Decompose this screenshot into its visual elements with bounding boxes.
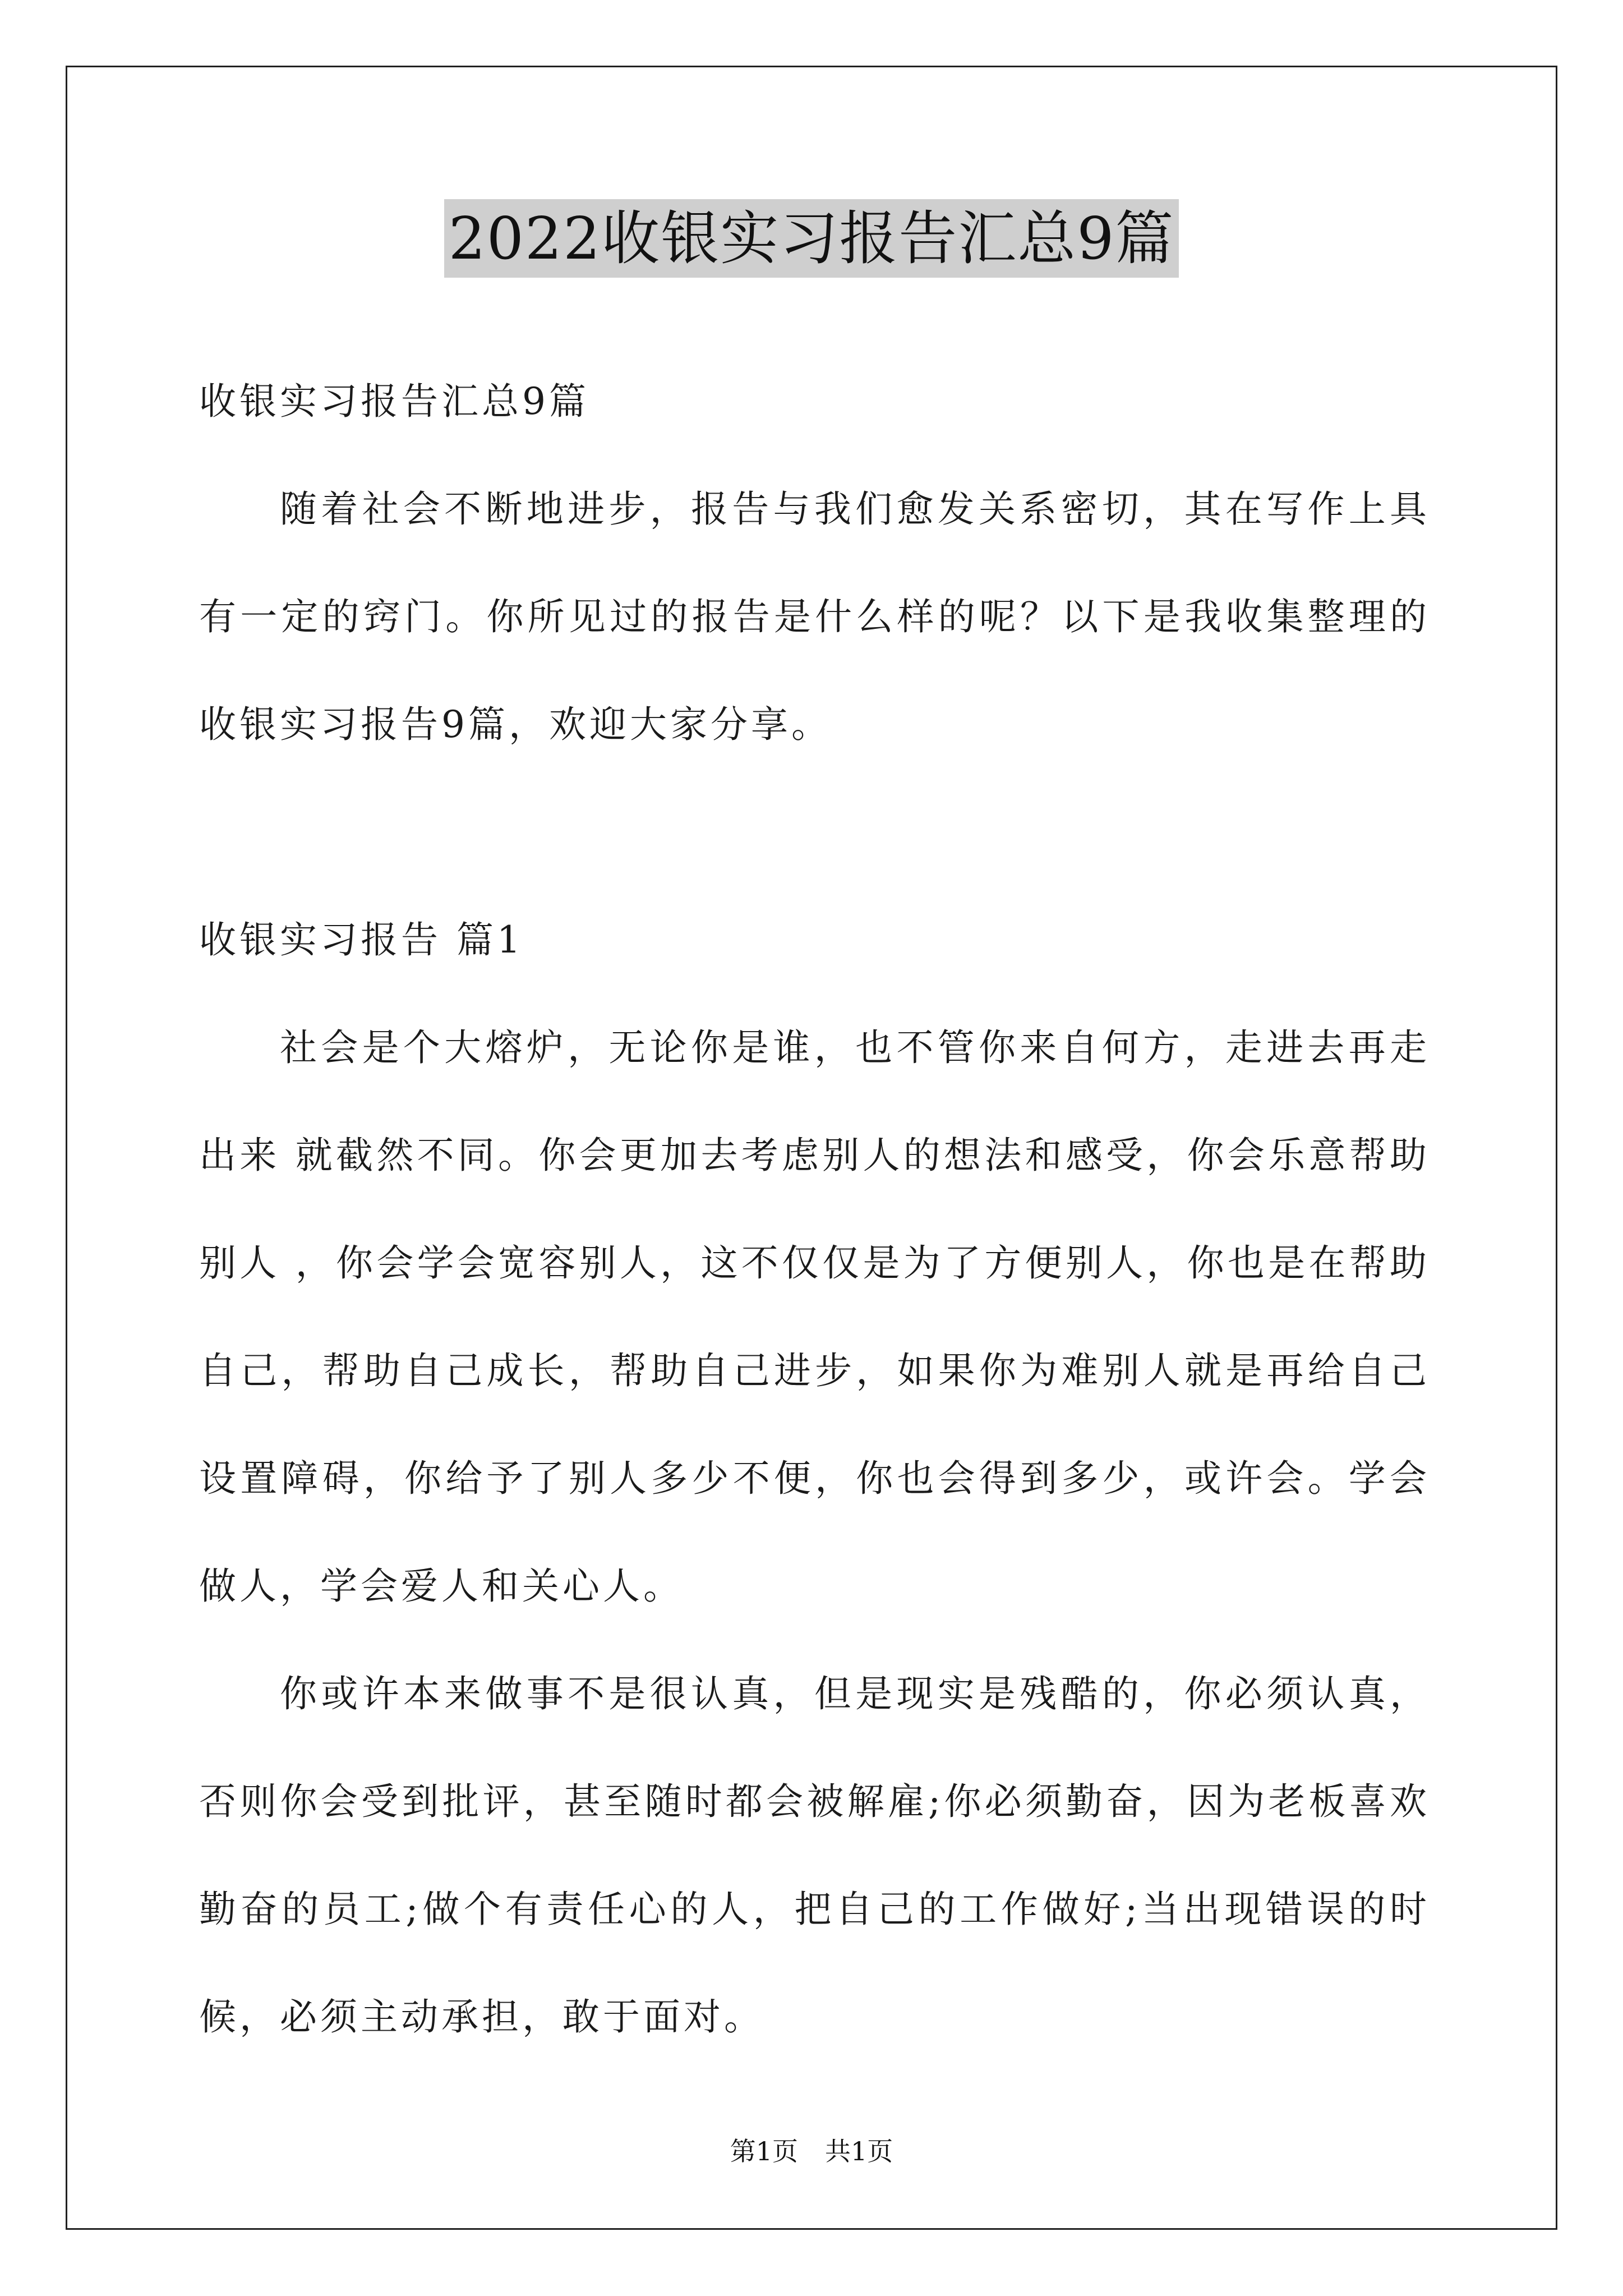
document-body [199, 348, 1430, 2071]
page-number-total: 共1页 [825, 2136, 893, 2166]
intro-paragraph: 随着社会不断地进步，报告与我们愈发关系密切，其在写作上具有一定的窍门。你所见过的报告是什么样的呢？以下是我收集整理的收银实习报告9篇，欢迎大家分享。 [199, 487, 1430, 746]
body-paragraph: 你或许本来做事不是很认真，但是现实是残酷的，你必须认真，否则你会受到批评，甚至随时都会被解雇;你必须勤奋，因为老板喜欢勤奋的员工;做个有责任心的人，把自己的工作做好;当出现错误的时候，必须主动承担，敢于面对。 [199, 1672, 1430, 2039]
body-paragraph: 社会是个大熔炉，无论你是谁，也不管你来自何方，走进去再走出来 就截然不同。你会更加去考虑别人的想法和感受，你会乐意帮助别人 ，你会学会宽容别人，这不仅仅是为了方便别人，你也是在帮助自己，帮助自己成长，帮助自己进步，如果你为难别人就是再给自己设置障碍，你给予了别人多少不便，你也会得到多少，或许会。学会做人，学会爱人和关心人。 [199, 1026, 1430, 1608]
document-title: 2022收银实习报告汇总9篇 [444, 199, 1179, 278]
document-subtitle: 收银实习报告汇总9篇 [199, 380, 589, 423]
title-container [0, 199, 1623, 278]
page-footer [0, 2134, 1623, 2168]
page-number-current: 第1页 [730, 2136, 798, 2166]
section-heading: 收银实习报告 篇1 [199, 918, 524, 961]
